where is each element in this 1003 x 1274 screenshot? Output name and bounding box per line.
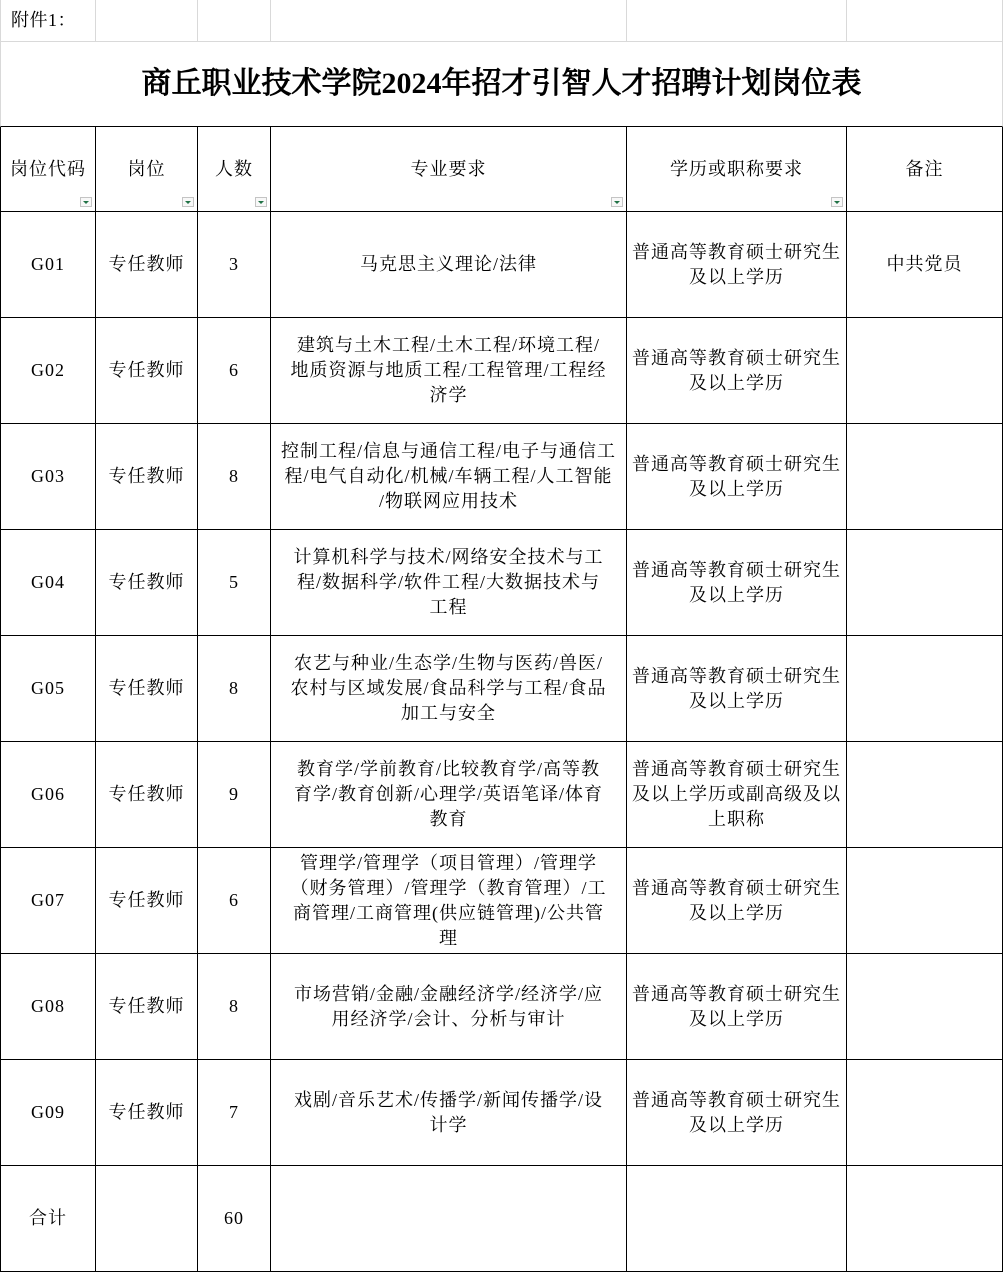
major-line: /物联网应用技术	[378, 491, 518, 511]
count-text: 8	[229, 466, 239, 486]
major-line: 农艺与种业/生态学/生物与医药/兽医/	[293, 653, 603, 673]
education-line: 普通高等教育硕士研究生	[632, 759, 841, 779]
major-line: 建筑与土木工程/土木工程/环境工程/	[296, 335, 600, 355]
cell-code[interactable]	[0, 742, 96, 848]
cell-major[interactable]	[271, 212, 627, 318]
count-text: 5	[229, 572, 239, 592]
cell-position[interactable]	[96, 848, 198, 954]
cell-count[interactable]	[198, 636, 271, 742]
cell-remark[interactable]	[847, 212, 1003, 318]
cell-count[interactable]	[198, 318, 271, 424]
cell-code[interactable]	[0, 424, 96, 530]
cell-total-major[interactable]	[271, 1166, 627, 1272]
cell-position[interactable]	[96, 212, 198, 318]
major-line: 程/电气自动化/机械/车辆工程/人工智能	[284, 466, 613, 486]
total-label: 合计	[29, 1208, 67, 1228]
position-text: 专任教师	[108, 254, 185, 274]
count-text: 7	[229, 1102, 239, 1122]
cell-d1[interactable]	[271, 0, 627, 42]
attachment-label: 附件1：	[11, 10, 76, 30]
cell-position[interactable]	[96, 424, 198, 530]
cell-b1[interactable]	[96, 0, 198, 42]
remark-text: 中共党员	[886, 254, 963, 274]
position-text: 专任教师	[108, 678, 185, 698]
cell-code[interactable]	[0, 530, 96, 636]
major-line: 教育	[429, 809, 468, 829]
cell-position[interactable]	[96, 954, 198, 1060]
count-text: 6	[229, 890, 239, 910]
code-text: G07	[31, 890, 65, 910]
position-text: 专任教师	[108, 360, 185, 380]
cell-remark[interactable]	[847, 954, 1003, 1060]
cell-position[interactable]	[96, 530, 198, 636]
cell-code[interactable]	[0, 212, 96, 318]
major-line: 工程	[429, 597, 468, 617]
total-count: 60	[224, 1208, 244, 1228]
header-label-education: 学历或职称要求	[670, 158, 803, 179]
cell-remark[interactable]	[847, 636, 1003, 742]
major-line: 加工与安全	[401, 703, 496, 723]
education-line: 普通高等教育硕士研究生	[632, 983, 841, 1004]
cell-total-count[interactable]	[198, 1166, 271, 1272]
cell-position[interactable]	[96, 318, 198, 424]
major-line: 商管理/工商管理(供应链管理)/公共管	[293, 902, 604, 923]
cell-remark[interactable]	[847, 1060, 1003, 1166]
code-text: G05	[31, 678, 65, 698]
position-text: 专任教师	[108, 466, 185, 486]
major-line: 用经济学/会计、分析与审计	[331, 1008, 566, 1029]
count-text: 8	[229, 996, 239, 1016]
cell-remark[interactable]	[847, 742, 1003, 848]
major-line: 计算机科学与技术/网络安全技术与工	[293, 547, 604, 567]
cell-total-position[interactable]	[96, 1166, 198, 1272]
cell-position[interactable]	[96, 636, 198, 742]
cell-c1[interactable]	[198, 0, 271, 42]
education-line: 及以上学历	[689, 372, 784, 393]
cell-major[interactable]	[271, 742, 627, 848]
position-text: 专任教师	[108, 572, 185, 592]
education-line: 及以上学历	[689, 478, 784, 499]
header-cell-position[interactable]	[96, 127, 198, 212]
header-label-major: 专业要求	[410, 158, 487, 179]
education-line: 普通高等教育硕士研究生	[632, 877, 841, 898]
cell-total-education[interactable]	[627, 1166, 847, 1272]
education-line: 及以上学历	[689, 266, 784, 287]
filter-dropdown-icon[interactable]	[80, 197, 92, 207]
header-cell-code[interactable]	[0, 127, 96, 212]
education-line: 及以上学历	[689, 690, 784, 711]
cell-total-remark[interactable]	[847, 1166, 1003, 1272]
cell-major[interactable]	[271, 1060, 627, 1166]
count-text: 3	[229, 254, 239, 274]
major-line: 计学	[429, 1114, 468, 1135]
education-line: 及以上学历	[689, 1008, 784, 1029]
cell-major[interactable]	[271, 424, 627, 530]
cell-education[interactable]	[627, 742, 847, 848]
cell-count[interactable]	[198, 1060, 271, 1166]
code-text: G03	[31, 466, 65, 486]
cell-count[interactable]	[198, 742, 271, 848]
major-line: 地质资源与地质工程/工程管理/工程经	[290, 360, 607, 380]
count-text: 6	[229, 360, 239, 380]
code-text: G06	[31, 784, 65, 804]
header-cell-remark[interactable]	[847, 127, 1003, 212]
education-line: 及以上学历	[689, 584, 784, 605]
position-text: 专任教师	[108, 996, 185, 1016]
education-line: 普通高等教育硕士研究生	[632, 665, 841, 686]
education-line: 普通高等教育硕士研究生	[632, 347, 841, 368]
major-line: 戏剧/音乐艺术/传播学/新闻传播学/设	[293, 1089, 603, 1110]
filter-dropdown-icon[interactable]	[611, 197, 623, 207]
cell-count[interactable]	[198, 530, 271, 636]
major-line: 理	[439, 927, 458, 948]
code-text: G09	[31, 1102, 65, 1122]
cell-code[interactable]	[0, 954, 96, 1060]
cell-e1[interactable]	[627, 0, 847, 42]
major-line: 管理学/管理学（项目管理）/管理学	[299, 852, 597, 873]
cell-major[interactable]	[271, 636, 627, 742]
position-text: 专任教师	[108, 890, 185, 910]
cell-education[interactable]	[627, 424, 847, 530]
cell-major[interactable]	[271, 318, 627, 424]
cell-position[interactable]	[96, 742, 198, 848]
cell-education[interactable]	[627, 1060, 847, 1166]
cell-education[interactable]	[627, 212, 847, 318]
count-text: 8	[229, 678, 239, 698]
filter-dropdown-icon[interactable]	[255, 197, 267, 207]
major-line: 市场营销/金融/金融经济学/经济学/应	[293, 983, 603, 1004]
page-title: 商丘职业技术学院2024年招才引智人才招聘计划岗位表	[141, 67, 862, 100]
cell-position[interactable]	[96, 1060, 198, 1166]
cell-f1[interactable]	[847, 0, 1003, 42]
cell-a1[interactable]	[0, 0, 96, 42]
major-line: 程/数据科学/软件工程/大数据技术与	[296, 572, 600, 592]
cell-code[interactable]	[0, 636, 96, 742]
header-cell-education[interactable]	[627, 127, 847, 212]
cell-education[interactable]	[627, 530, 847, 636]
cell-education[interactable]	[627, 636, 847, 742]
cell-education[interactable]	[627, 848, 847, 954]
title-cell[interactable]	[0, 42, 1003, 127]
education-line: 及以上学历	[689, 1114, 784, 1135]
code-text: G04	[31, 572, 65, 592]
major-line: （财务管理）/管理学（教育管理）/工	[290, 877, 607, 898]
education-line: 普通高等教育硕士研究生	[632, 241, 841, 262]
cell-remark[interactable]	[847, 530, 1003, 636]
header-label-count: 人数	[215, 158, 253, 179]
education-line: 普通高等教育硕士研究生	[632, 453, 841, 474]
cell-major[interactable]	[271, 530, 627, 636]
cell-major[interactable]	[271, 848, 627, 954]
major-line: 马克思主义理论/法律	[359, 254, 537, 274]
position-text: 专任教师	[108, 784, 185, 804]
cell-count[interactable]	[198, 424, 271, 530]
code-text: G02	[31, 360, 65, 380]
education-line: 普通高等教育硕士研究生	[632, 1089, 841, 1110]
cell-education[interactable]	[627, 318, 847, 424]
code-text: G08	[31, 996, 65, 1016]
cell-count[interactable]	[198, 212, 271, 318]
major-line: 农村与区域发展/食品科学与工程/食品	[290, 678, 607, 698]
major-line: 育学/教育创新/心理学/英语笔译/体育	[293, 784, 603, 804]
header-label-position: 岗位	[127, 158, 166, 179]
cell-count[interactable]	[198, 954, 271, 1060]
education-line: 及以上学历	[689, 902, 784, 923]
cell-remark[interactable]	[847, 424, 1003, 530]
cell-code[interactable]	[0, 1060, 96, 1166]
filter-dropdown-icon[interactable]	[831, 197, 843, 207]
major-line: 济学	[429, 385, 468, 405]
cell-total-label[interactable]	[0, 1166, 96, 1272]
major-line: 控制工程/信息与通信工程/电子与通信工	[280, 441, 616, 461]
cell-major[interactable]	[271, 954, 627, 1060]
education-line: 上职称	[708, 809, 765, 829]
count-text: 9	[229, 784, 239, 804]
cell-code[interactable]	[0, 318, 96, 424]
code-text: G01	[31, 254, 65, 274]
major-line: 教育学/学前教育/比较教育学/高等教	[296, 759, 600, 779]
education-line: 及以上学历或副高级及以	[632, 784, 841, 804]
filter-dropdown-icon[interactable]	[182, 197, 194, 207]
cell-remark[interactable]	[847, 848, 1003, 954]
header-label-code: 岗位代码	[10, 158, 86, 179]
position-text: 专任教师	[108, 1102, 185, 1122]
cell-remark[interactable]	[847, 318, 1003, 424]
header-cell-major[interactable]	[271, 127, 627, 212]
cell-education[interactable]	[627, 954, 847, 1060]
cell-code[interactable]	[0, 848, 96, 954]
header-cell-count[interactable]	[198, 127, 271, 212]
header-label-remark: 备注	[905, 158, 944, 179]
education-line: 普通高等教育硕士研究生	[632, 559, 841, 580]
cell-count[interactable]	[198, 848, 271, 954]
